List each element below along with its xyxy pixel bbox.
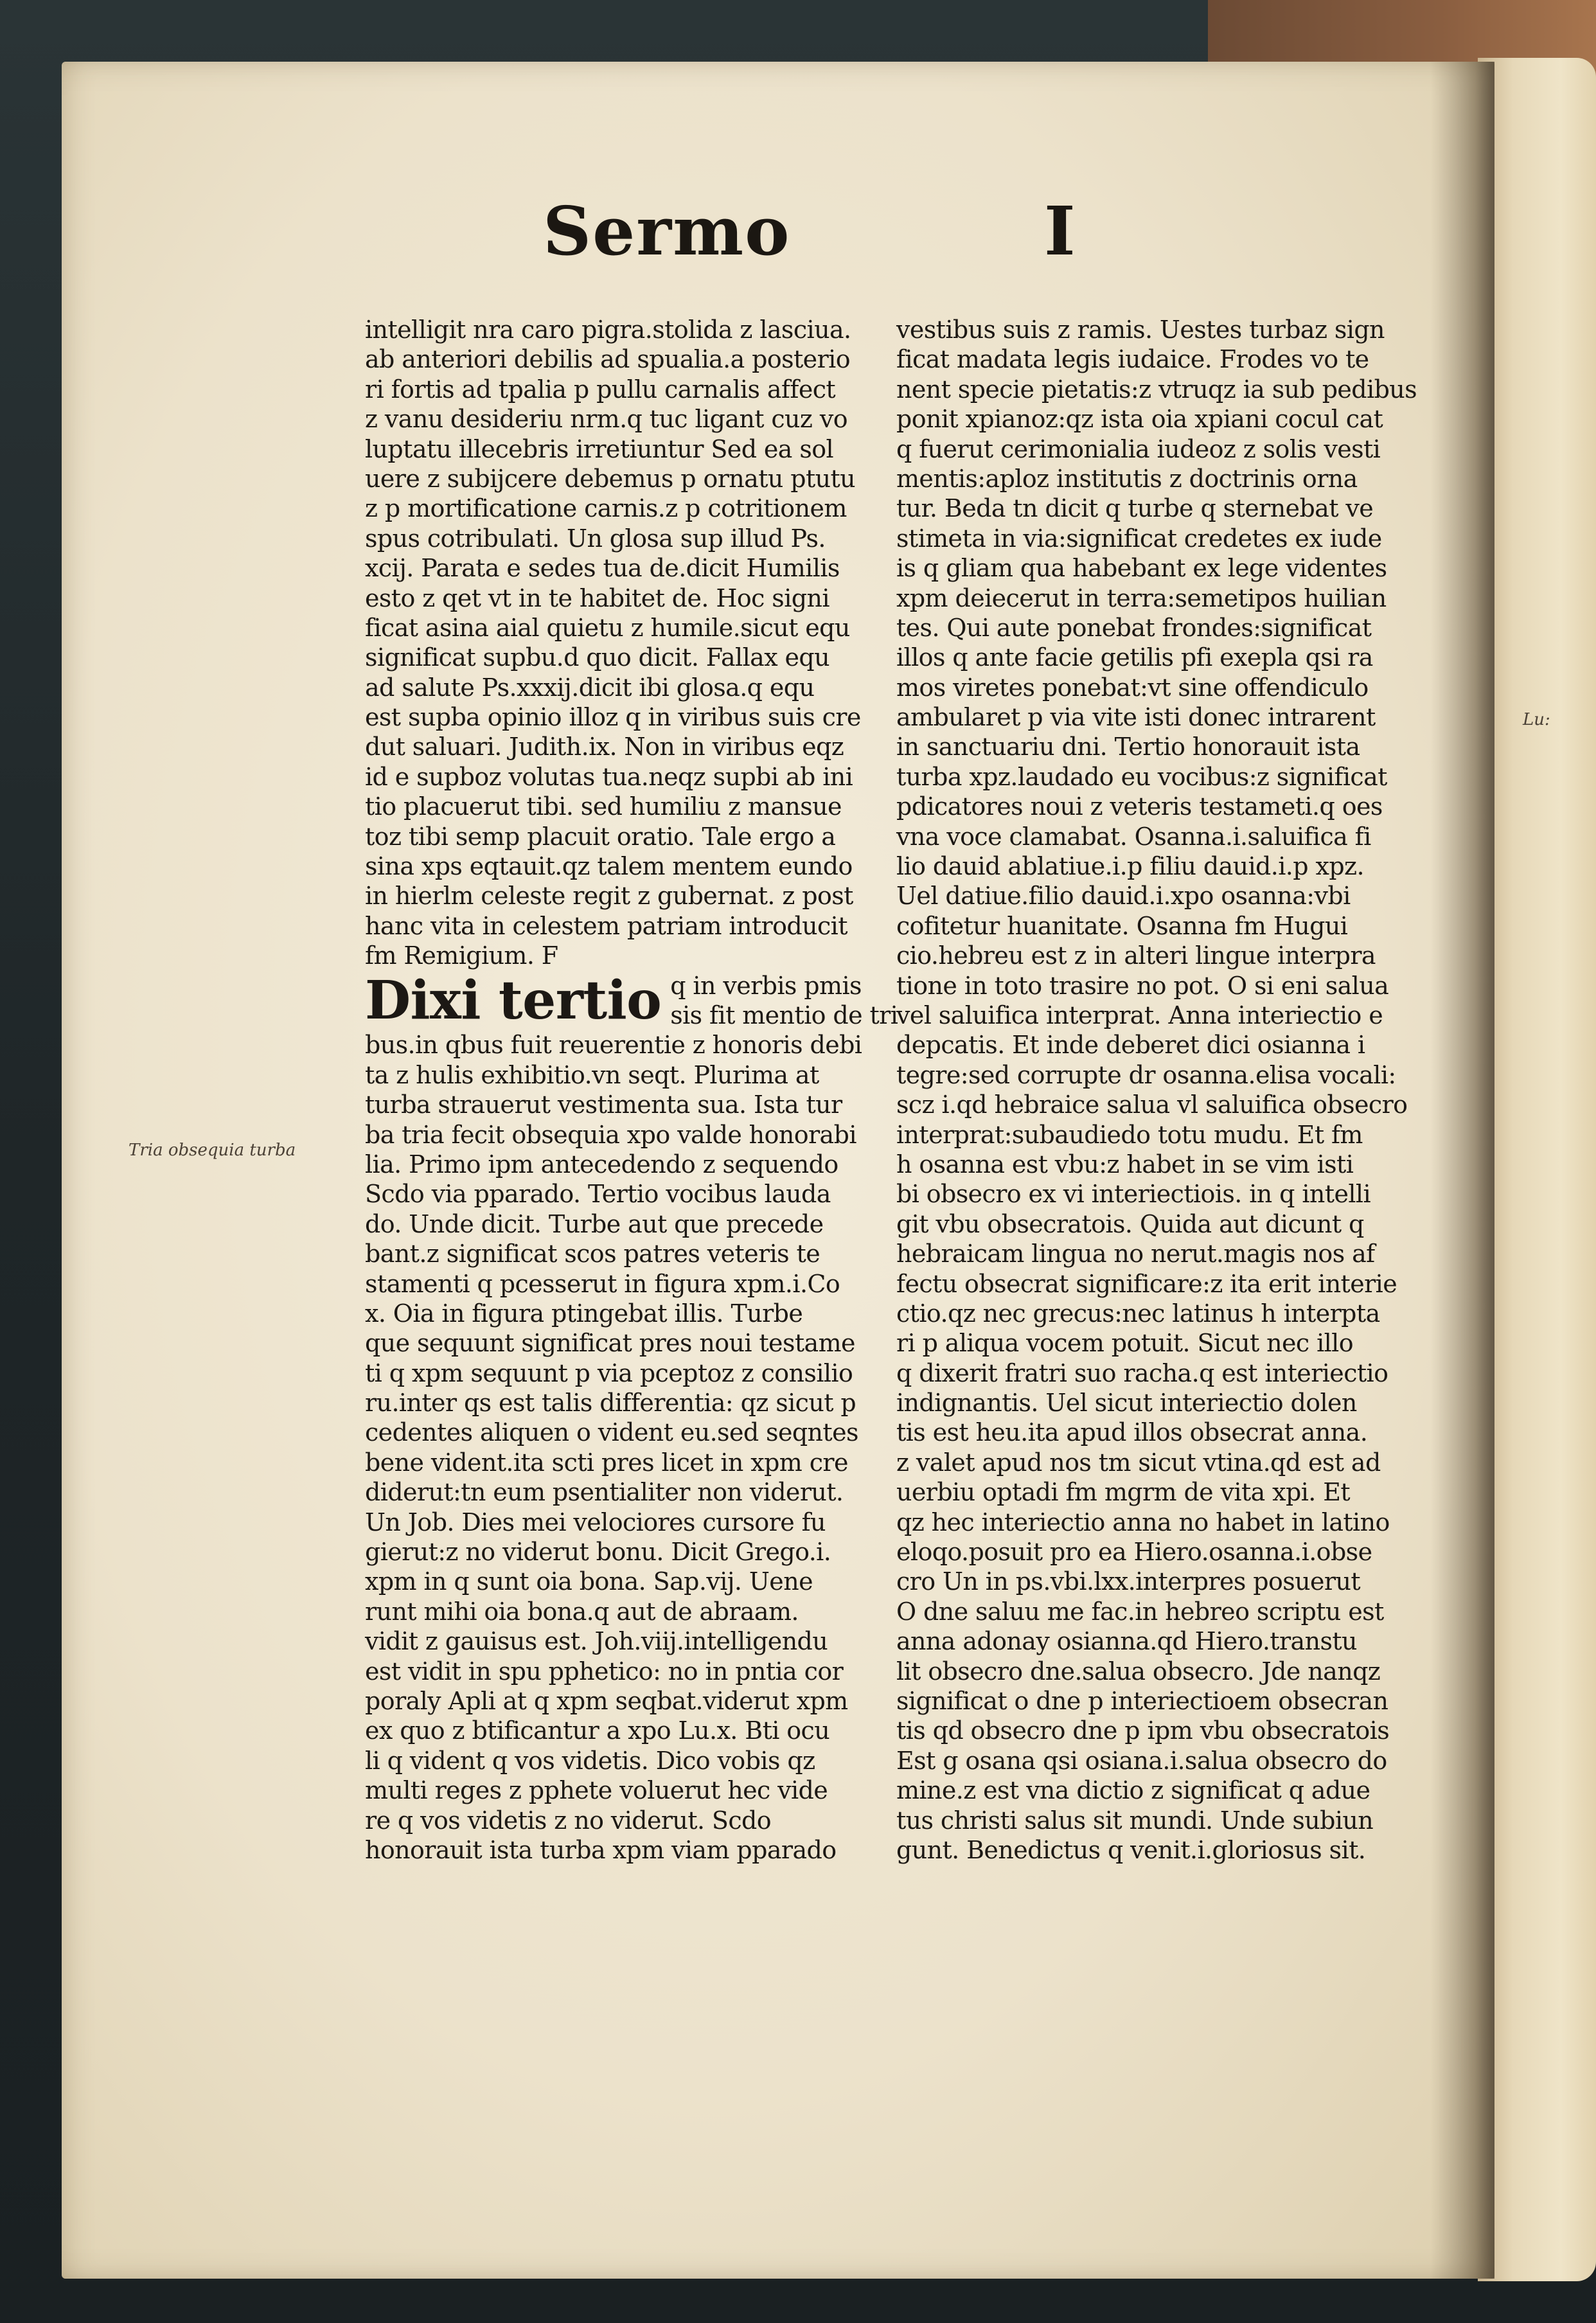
- text-line: hanc vita in celestem patriam introducit: [365, 911, 847, 940]
- text-line: Scdo via pparado. Tertio vocibus lauda: [365, 1180, 831, 1209]
- text-line: uere z subijcere debemus p ornatu ptutu: [365, 464, 856, 493]
- text-line: cofitetur huanitate. Osanna fm Hugui: [896, 911, 1348, 940]
- text-line: lio dauid ablatiue.i.p filiu dauid.i.p xpz.: [896, 852, 1364, 881]
- initial-side-bottom: sis fit mentio de tri: [670, 1001, 898, 1029]
- text-line: xpm deiecerut in terra:semetipos huilian: [896, 583, 1387, 612]
- text-line: significat supbu.d quo dicit. Fallax equ: [365, 643, 829, 672]
- running-head-title: Sermo: [543, 191, 791, 271]
- text-line: ri p aliqua vocem potuit. Sicut nec illo: [896, 1329, 1354, 1358]
- text-column-right: [896, 315, 1417, 1865]
- text-line: ru.inter qs est talis differentia: qz sicut p: [365, 1389, 856, 1418]
- text-line: toz tibi semp placuit oratio. Tale ergo a: [365, 822, 836, 851]
- initial-side-text: [670, 971, 898, 1031]
- text-line: bus.in qbus fuit reuerentie z honoris debi: [365, 1031, 862, 1060]
- page-gutter-shadow: [1430, 62, 1494, 2279]
- text-line: ri fortis ad tpalia p pullu carnalis affect: [365, 375, 836, 404]
- text-line: q fuerut cerimonialia iudeoz z solis vesti: [896, 434, 1381, 463]
- text-line: vestibus suis z ramis. Uestes turbaz sign: [896, 316, 1385, 344]
- text-line: dut saluari. Judith.ix. Non in viribus eqz: [365, 733, 844, 761]
- text-line: gunt. Benedictus q venit.i.gloriosus sit.: [896, 1835, 1366, 1864]
- text-line: z vanu desideriu nrm.q tuc ligant cuz vo: [365, 405, 847, 434]
- text-line: git vbu obsecratois. Quida aut dicunt q: [896, 1209, 1364, 1238]
- text-line: do. Unde dicit. Turbe aut que precede: [365, 1209, 824, 1238]
- text-line: ba tria fecit obsequia xpo valde honorabi: [365, 1120, 856, 1149]
- text-line: tus christi salus sit mundi. Unde subiun: [896, 1806, 1374, 1835]
- text-line: O dne saluu me fac.in hebreo scriptu est: [896, 1597, 1384, 1626]
- text-line: xpm in q sunt oia bona. Sap.vij. Uene: [365, 1567, 813, 1596]
- text-line: ta z hulis exhibitio.vn seqt. Plurima at: [365, 1060, 819, 1089]
- text-line: ti q xpm sequunt p via pceptoz z consilio: [365, 1358, 853, 1387]
- text-line: hebraicam lingua no nerut.magis nos af: [896, 1240, 1375, 1268]
- text-line: pdicatores noui z veteris testameti.q oes: [896, 792, 1383, 821]
- text-line: lia. Primo ipm antecedendo z sequendo: [365, 1150, 838, 1179]
- text-line: h osanna est vbu:z habet in se vim isti: [896, 1150, 1354, 1179]
- text-line: ctio.qz nec grecus:nec latinus h interpta: [896, 1299, 1380, 1328]
- text-line: mentis:aploz institutis z doctrinis orna: [896, 464, 1358, 493]
- text-line: z valet apud nos tm sicut vtina.qd est ad: [896, 1448, 1381, 1477]
- text-line: sina xps eqtauit.qz talem mentem eundo: [365, 852, 853, 881]
- text-line: in sanctuariu dni. Tertio honorauit ista: [896, 733, 1360, 761]
- text-line: anna adonay osianna.qd Hiero.transtu: [896, 1627, 1357, 1656]
- text-line: id e supboz volutas tua.neqz supbi ab ini: [365, 762, 853, 791]
- text-line: xcij. Parata e sedes tua de.dicit Humilis: [365, 554, 840, 583]
- text-line: que sequunt significat pres noui testame: [365, 1329, 855, 1358]
- text-line: turba xpz.laudado eu vocibus:z significat: [896, 762, 1387, 791]
- text-line: mine.z est vna dictio z significat q adue: [896, 1776, 1370, 1805]
- text-line: tes. Qui aute ponebat frondes:significat: [896, 613, 1372, 642]
- text-line: indignantis. Uel sicut interiectio dolen: [896, 1389, 1357, 1418]
- text-column-left: [365, 315, 898, 1865]
- text-line: fectu obsecrat significare:z ita erit interie: [896, 1269, 1397, 1298]
- text-line: tegre:sed corrupte dr osanna.elisa vocali:: [896, 1060, 1396, 1089]
- text-line: qz hec interiectio anna no habet in latino: [896, 1508, 1390, 1536]
- text-line: tio placuerut tibi. sed humiliu z mansue: [365, 792, 842, 821]
- right-column-lines: [896, 315, 1417, 1865]
- text-line: ficat madata legis iudaice. Frodes vo te: [896, 345, 1369, 374]
- text-line: bi obsecro ex vi interiectiois. in q intelli: [896, 1180, 1370, 1209]
- text-line: mos viretes ponebat:vt sine offendiculo: [896, 673, 1369, 702]
- text-line: ab anteriori debilis ad spualia.a posterio: [365, 345, 850, 374]
- left-column-lines: [365, 315, 873, 971]
- text-line: cio.hebreu est z in alteri lingue interpra: [896, 941, 1376, 970]
- text-line: spus cotribulati. Un glosa sup illud Ps.: [365, 524, 826, 553]
- text-line: bene vident.ita scti pres licet in xpm cre: [365, 1448, 848, 1477]
- text-line: honorauit ista turba xpm viam pparado: [365, 1835, 837, 1864]
- facing-page-edge: [1478, 58, 1596, 2281]
- text-line: re q vos videtis z no viderut. Scdo: [365, 1806, 772, 1835]
- text-line: nent specie pietatis:z vtruqz ia sub pedibus: [896, 375, 1417, 404]
- text-line: ad salute Ps.xxxij.dicit ibi glosa.q equ: [365, 673, 815, 702]
- text-line: esto z qet vt in te habitet de. Hoc signi: [365, 583, 829, 612]
- text-line: tur. Beda tn dicit q turbe q sternebat ve: [896, 494, 1374, 523]
- text-line: cedentes aliquen o vident eu.sed seqntes: [365, 1418, 858, 1447]
- text-line: vel saluifica interprat. Anna interiectio e: [896, 1001, 1383, 1029]
- text-line: gierut:z no viderut bonu. Dicit Grego.i.: [365, 1538, 831, 1567]
- text-line: tis est heu.ita apud illos obsecrat anna.: [896, 1418, 1368, 1447]
- text-line: runt mihi oia bona.q aut de abraam.: [365, 1597, 799, 1626]
- text-line: luptatu illecebris irretiuntur Sed ea sol: [365, 434, 834, 463]
- text-line: Uel datiue.filio dauid.i.xpo osanna:vbi: [896, 882, 1351, 911]
- text-line: Un Job. Dies mei velociores cursore fu: [365, 1508, 826, 1536]
- text-line: in hierlm celeste regit z gubernat. z post: [365, 882, 853, 911]
- text-line: depcatis. Et inde deberet dici osianna i: [896, 1031, 1365, 1060]
- text-line: vidit z gauisus est. Joh.viij.intelligendu: [365, 1627, 828, 1656]
- initial-side-top: q in verbis pmis: [670, 971, 862, 1000]
- text-line: significat o dne p interiectioem obsecran: [896, 1686, 1388, 1715]
- text-line: ficat asina aial quietu z humile.sicut equ: [365, 613, 850, 642]
- text-line: ambularet p via vite isti donec intrarent: [896, 703, 1376, 732]
- text-line: interprat:subaudiedo totu mudu. Et fm: [896, 1120, 1363, 1149]
- text-line: li q vident q vos videtis. Dico vobis qz: [365, 1746, 815, 1775]
- text-line: vna voce clamabat. Osanna.i.saluifica fi: [896, 822, 1371, 851]
- left-column-lines-continued: [365, 1030, 873, 1865]
- text-line: q dixerit fratri suo racha.q est interiectio: [896, 1358, 1388, 1387]
- text-line: illos q ante facie getilis pfi exepla qsi ra: [896, 643, 1373, 672]
- marginal-note-right: Lu:: [1523, 710, 1550, 729]
- decorated-initial: Dixi tertio: [365, 969, 662, 1031]
- text-line: intelligit nra caro pigra.stolida z lasciua.: [365, 316, 851, 344]
- text-line: uerbiu optadi fm mgrm de vita xpi. Et: [896, 1478, 1351, 1507]
- text-line: turba strauerut vestimenta sua. Ista tur: [365, 1090, 842, 1119]
- initial-block: [365, 969, 898, 1031]
- text-line: stamenti q pcesserut in figura xpm.i.Co: [365, 1269, 840, 1298]
- text-line: diderut:tn eum psentialiter non viderut.: [365, 1478, 844, 1507]
- text-line: x. Oia in figura ptingebat illis. Turbe: [365, 1299, 803, 1328]
- text-line: stimeta in via:significat credetes ex iude: [896, 524, 1382, 553]
- text-line: is q gliam qua habebant ex lege videntes: [896, 554, 1387, 583]
- text-line: scz i.qd hebraice salua vl saluifica obsecro: [896, 1090, 1408, 1119]
- text-line: multi reges z pphete voluerut hec vide: [365, 1776, 828, 1805]
- text-line: lit obsecro dne.salua obsecro. Jde nanqz: [896, 1657, 1381, 1686]
- text-line: ex quo z btificantur a xpo Lu.x. Bti ocu: [365, 1716, 830, 1745]
- text-line: tis qd obsecro dne p ipm vbu obsecratois: [896, 1716, 1390, 1745]
- text-line: bant.z significat scos patres veteris te: [365, 1240, 820, 1268]
- text-line: ponit xpianoz:qz ista oia xpiani cocul cat: [896, 405, 1383, 434]
- text-line: tione in toto trasire no pot. O si eni salua: [896, 971, 1389, 1000]
- text-line: cro Un in ps.vbi.lxx.interpres posuerut: [896, 1567, 1360, 1596]
- text-line: poraly Apli at q xpm seqbat.viderut xpm: [365, 1686, 848, 1715]
- text-line: est supba opinio illoz q in viribus suis cre: [365, 703, 861, 732]
- running-head-number: I: [1044, 191, 1076, 271]
- text-line: est vidit in spu pphetico: no in pntia cor: [365, 1657, 844, 1686]
- text-line: Est g osana qsi osiana.i.salua obsecro do: [896, 1746, 1387, 1775]
- text-line: z p mortificatione carnis.z p cotritionem: [365, 494, 847, 523]
- text-line: fm Remigium. F: [365, 941, 558, 970]
- marginal-note-left: Tria obsequia turba: [129, 1141, 296, 1160]
- text-line: eloqo.posuit pro ea Hiero.osanna.i.obse: [896, 1538, 1372, 1567]
